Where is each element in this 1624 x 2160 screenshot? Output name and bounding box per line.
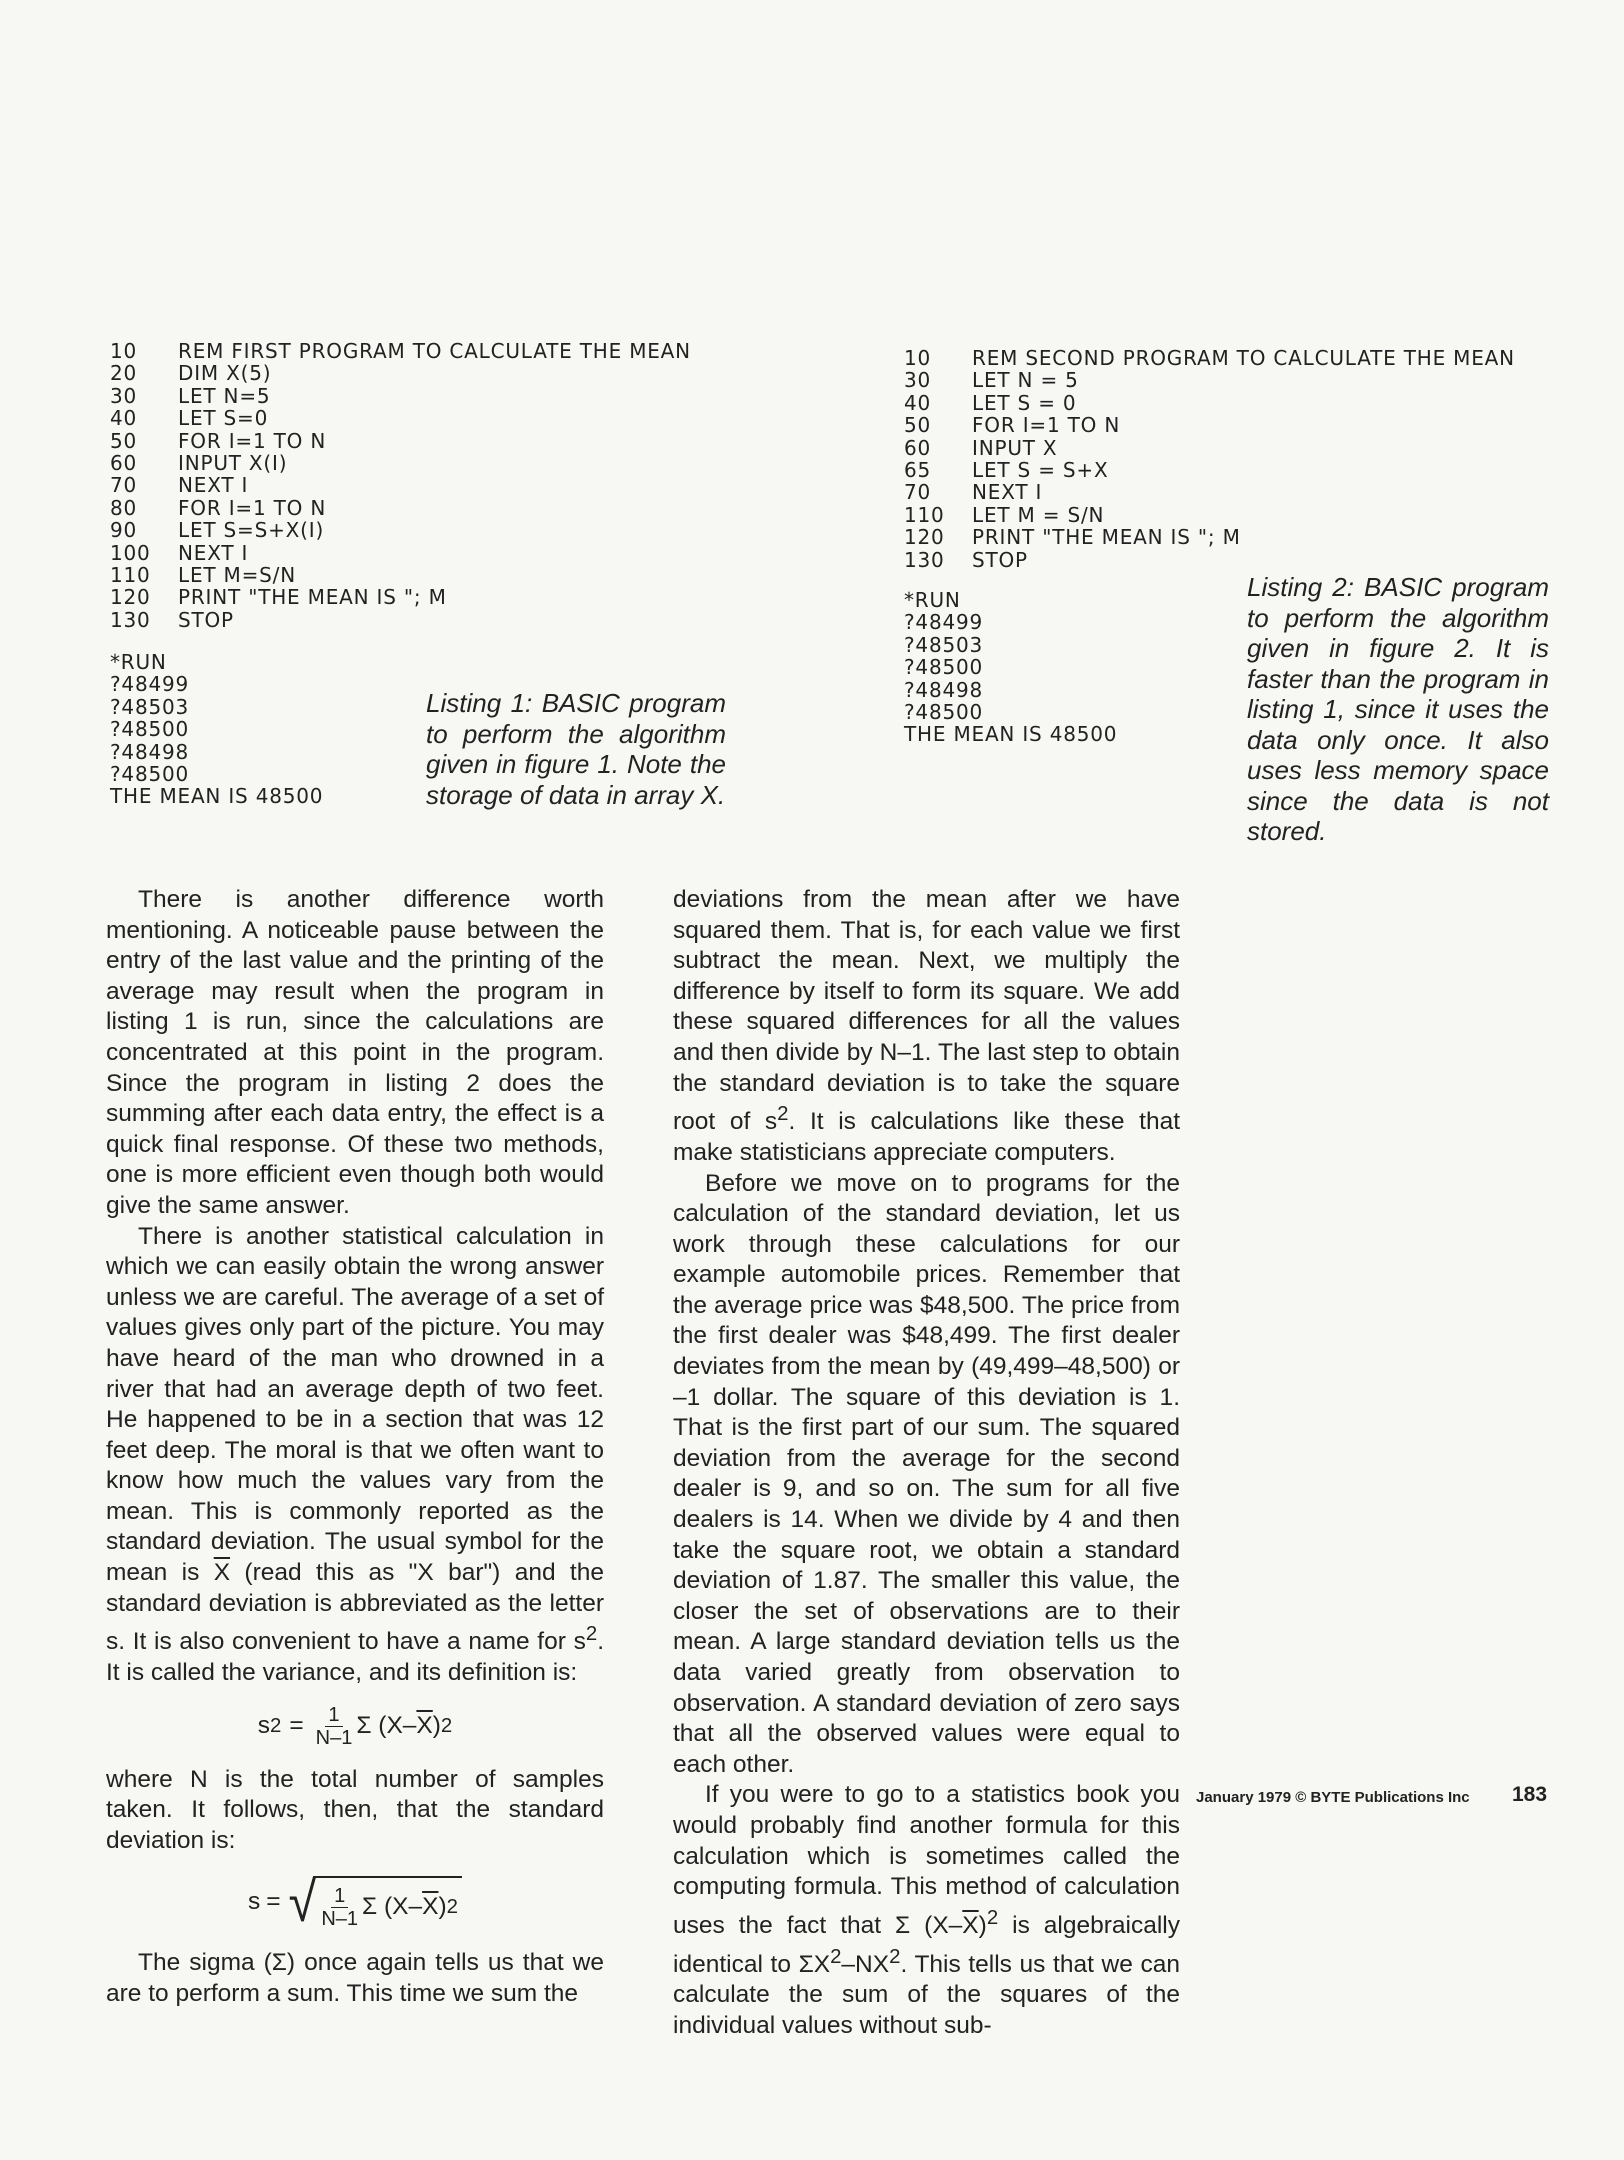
output-line: ?48500 bbox=[904, 655, 984, 680]
body-column-2 bbox=[673, 885, 1180, 2041]
code-line: 65 LET S = S+X bbox=[904, 458, 1109, 483]
code-line: 70 NEXT I bbox=[110, 473, 249, 498]
code-line: 130 STOP bbox=[904, 547, 1028, 572]
code-line: 60 INPUT X bbox=[904, 435, 1058, 460]
listing-2-run-output bbox=[904, 589, 1117, 746]
body-column-1 bbox=[106, 885, 604, 2010]
code-line: 10 REM SECOND PROGRAM TO CALCULATE THE MEAN bbox=[904, 346, 1515, 370]
page-number: 183 bbox=[1512, 1783, 1548, 1806]
code-line: 70 NEXT I bbox=[904, 480, 1043, 505]
paragraph: where N is the total number of samples taken. It follows, then, that the standard deviation is: bbox=[106, 1765, 604, 1854]
code-line: 120 PRINT "THE MEAN IS "; M bbox=[904, 525, 1241, 550]
output-line: ?48500 bbox=[110, 717, 190, 742]
paragraph: There is another statistical calculation in which we can easily obtain the wrong answer unless we are careful. The average of a set of values gives only part of the picture. You may have heard of the man who drowned in a river that had an average depth of two feet. He happened to be in a section that was 12 feet deep. The moral is that we often want to know how much the values vary from the mean. This is commonly reported as the standard deviation. The usual symbol for the mean is $\overline{X}$ (read this as "X bar") and the standard deviation is abbreviated as the letter s. It is also convenient to have a name for $s^2$. It is called the variance, and its definition is: bbox=[106, 1222, 604, 1686]
fraction-one-over-n-minus-one: $\frac{1}{N-1}$ bbox=[315, 1704, 353, 1750]
code-line: 130 STOP bbox=[110, 607, 234, 632]
output-line: THE MEAN IS 48500 bbox=[110, 784, 324, 809]
code-line: 110 LET M = S/N bbox=[904, 502, 1105, 527]
output-line: ?48499 bbox=[110, 672, 190, 697]
output-line: ?48500 bbox=[904, 700, 984, 725]
code-line: 80 FOR I=1 TO N bbox=[110, 495, 327, 520]
output-line: ?48498 bbox=[110, 739, 190, 764]
code-line: 40 LET S = 0 bbox=[904, 390, 1077, 415]
output-line: ?48500 bbox=[110, 762, 190, 787]
listing-2-caption: Listing 2: BASIC program to perform the algorithm given in figure 2. It is faster than the program in listing 1, since it uses the data only once. It also uses less memory space since the data is not stored. bbox=[1247, 572, 1549, 846]
code-line: 60 INPUT X(I) bbox=[110, 451, 288, 476]
paragraph: If you were to go to a statistics book you would probably find another formula for this calculation which is sometimes called the computing formula. This method of calculation uses the fact that Σ $(X-\overline{X})^2$ is algebraically identical to $\Sigma X^2-NX^2$. This tells us that we can calculate the sum of the squares of the individual values without sub- bbox=[673, 1781, 1180, 2039]
code-line: 40 LET S=0 bbox=[110, 406, 269, 431]
code-line: 120 PRINT "THE MEAN IS "; M bbox=[110, 585, 447, 610]
code-line: 20 DIM X(5) bbox=[110, 361, 272, 386]
paragraph: deviations from the mean after we have squared them. That is, for each value we first subtract the mean. Next, we multiply the difference by itself to form its square. We add these squared differences for all the values and then divide by N–1. The last step to obtain the standard deviation is to take the square root of $s^2$. It is calculations like these that make statisticians appreciate computers. bbox=[673, 886, 1181, 1166]
code-line: 30 LET N=5 bbox=[110, 383, 271, 408]
listing-1-caption: Listing 1: BASIC program to perform the algorithm given in figure 1. Note the storage of data in array X. bbox=[426, 688, 726, 810]
code-line: 50 FOR I=1 TO N bbox=[110, 428, 327, 453]
listing-1-code bbox=[110, 340, 691, 631]
listing-1-run-output bbox=[110, 651, 323, 808]
code-line: 30 LET N = 5 bbox=[904, 368, 1079, 393]
paragraph: The sigma (Σ) once again tells us that we are to perform a sum. This time we sum the bbox=[106, 1949, 604, 2007]
square-root-symbol: √ $\frac{1}{N-1}$ Σ (X– $\overline{X}$ ) 2 bbox=[287, 1874, 462, 1930]
code-line: 100 NEXT I bbox=[110, 540, 249, 565]
x-bar-symbol: $\overline{X}$ bbox=[213, 1559, 231, 1587]
output-line: THE MEAN IS 48500 bbox=[904, 722, 1118, 747]
variance-formula: s 2 = $\frac{1}{N-1}$ Σ (X– $\overline{X}$ ) 2 bbox=[257, 1704, 453, 1750]
output-line: ?48503 bbox=[110, 694, 190, 719]
standard-deviation-formula: s = √ $\frac{1}{N-1}$ Σ (X– $\overline{X}$ ) 2 bbox=[106, 1856, 604, 1948]
output-line: ?48498 bbox=[904, 677, 984, 702]
code-line: 90 LET S=S+X(I) bbox=[110, 518, 325, 543]
output-line: *RUN bbox=[904, 588, 961, 612]
listing-2-code bbox=[904, 347, 1515, 571]
paragraph: Before we move on to programs for the calculation of the standard deviation, let us work through these calculations for our example automobile prices. Remember that the average price was $48,500. The price from the first dealer was $48,499. The first dealer deviates from the mean by (49,499–48,500) or –1 dollar. The square of this deviation is 1. That is the first part of our sum. The squared deviation from the average for the second dealer is 9, and so on. The sum for all five dealers is 14. When we divide by 4 and then take the square root, we obtain a standard deviation of 1.87. The smaller this value, the closer the set of observations are to their mean. A large standard deviation tells us the data varied greatly from observation to observation. A standard deviation of zero says that all the observed values were equal to each other. bbox=[673, 1169, 1180, 1778]
code-line: 10 REM FIRST PROGRAM TO CALCULATE THE MEAN bbox=[110, 339, 691, 363]
output-line: *RUN bbox=[110, 650, 167, 674]
output-line: ?48503 bbox=[904, 632, 984, 657]
code-line: 50 FOR I=1 TO N bbox=[904, 413, 1121, 438]
paragraph: There is another difference worth mentioning. A noticeable pause between the entry of the last value and the printing of the average may result when the program in listing 1 is run, since the calculations are concentrated at this point in the program. Since the program in listing 2 does the summing after each data entry, the effect is a quick final response. Of these two methods, one is more efficient even though both would give the same answer. bbox=[106, 886, 604, 1219]
code-line: 110 LET M=S/N bbox=[110, 563, 296, 588]
publication-credit: January 1979 © BYTE Publications Inc bbox=[1196, 1789, 1470, 1806]
output-line: ?48499 bbox=[904, 610, 984, 635]
